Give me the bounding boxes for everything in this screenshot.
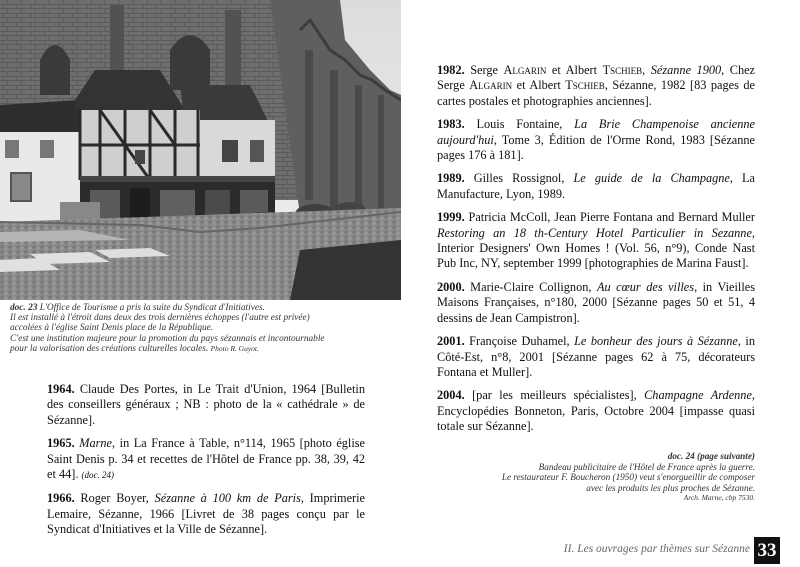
photo-caption xyxy=(10,303,402,354)
doc24-line-3: avec les produits les plus proches de Sézanne. xyxy=(586,482,755,493)
running-footer-title: II. Les ouvrages par thèmes sur Sézanne xyxy=(563,543,750,555)
doc24-credit: Arch. Marne, cbp 7530. xyxy=(683,493,755,502)
tourism-office-photo xyxy=(0,0,401,300)
bibliography-entry: 2001. Françoise Duhamel, Le bonheur des jours à Sézanne, in Côté-Est, n°8, 2001 [Sézanne pages 62 à 75, décorateurs Fontana et Muller]. xyxy=(437,334,755,379)
caption-line-4: C'est une institution majeure pour la promotion du pays sézannais et incontournable xyxy=(10,333,325,344)
page-number: 33 xyxy=(754,537,780,564)
caption-line-5: pour la valorisation des créations culturelles locales. xyxy=(10,343,209,354)
bibliography-entry: 1966. Roger Boyer, Sézanne à 100 km de Paris, Imprimerie Lemaire, Sézanne, 1966 [Livret de 38 pages conçu par le Syndicat d'Initiatives et la Ville de Sézanne]. xyxy=(47,491,365,537)
bibliography-entry: 1999. Patricia McColl, Jean Pierre Fontana and Bernard Muller Restoring an 18 th-Century Hotel Particulier in Sezanne, Interior Designers' Own Homes ! (Vol. 56, n°9), Conde Nast Pub Inc, NY, september 1999 [photographies de Marina Faust]. xyxy=(437,210,755,271)
bibliography-left-column xyxy=(47,382,365,546)
bibliography-entry: 1964. Claude Des Portes, in Le Trait d'Union, 1964 [Bulletin des conseillers généraux ; NB : photo de la « cathédrale » de Sézanne]. xyxy=(47,382,365,427)
bibliography-entry: 1965. Marne, in La France à Table, n°114, 1965 [photo église Saint Denis p. 34 et recettes de l'Hôtel de France pp. 38, 39, 42 et 44]. (doc. 24) xyxy=(47,436,366,482)
doc24-label: doc. 24 (page suivante) xyxy=(667,451,755,461)
caption-line-1: L'Office de Tourisme a pris la suite du Syndicat d'Initiatives. xyxy=(39,303,265,313)
caption-doc-label: doc. 23 xyxy=(10,303,38,313)
caption-credit: Photo R. Guyot. xyxy=(210,343,259,353)
doc24-caption xyxy=(440,451,755,504)
bibliography-entry: 1982. Serge Algarin et Albert Tschieb, Sézanne 1900, Chez Serge Algarin et Albert Tschieb, Sézanne, 1982 [83 pages de cartes postales et photographies anciennes]. xyxy=(437,63,756,108)
bibliography-entry: 1989. Gilles Rossignol, Le guide de la Champagne, La Manufacture, Lyon, 1989. xyxy=(437,171,755,201)
doc24-line-2: Le restaurateur F. Boucheron (1950) veut s'enorgueillir de composer xyxy=(501,472,755,482)
bibliography-entry: 2004. [par les meilleurs spécialistes], Champagne Ardenne, Encyclopédies Bonneton, Paris, Octobre 2004 [impasse quasi totale sur Sézanne]. xyxy=(437,388,755,434)
caption-line-3: accolées à l'église Saint Denis place de la République. xyxy=(10,323,214,334)
doc24-line-1: Bandeau publicitaire de l'Hôtel de France après la guerre. xyxy=(538,461,755,472)
bibliography-entry: 2000. Marie-Claire Collignon, Au cœur des villes, in Vieilles Maisons Françaises, n°180, 2000 [Sézanne pages 50 et 51, 4 dessins de Jean Campistron]. xyxy=(437,279,755,325)
caption-line-2: Il est installé à l'étroit dans deux des trois dernières échoppes (l'autre est privée) xyxy=(10,313,310,324)
bibliography-entry: 1983. Louis Fontaine, La Brie Champenoise ancienne aujourd'hui, Tome 3, Édition de l'Orme Rond, 1983 [Sézanne pages 176 à 181]. xyxy=(437,117,755,163)
bibliography-right-column xyxy=(437,63,755,443)
